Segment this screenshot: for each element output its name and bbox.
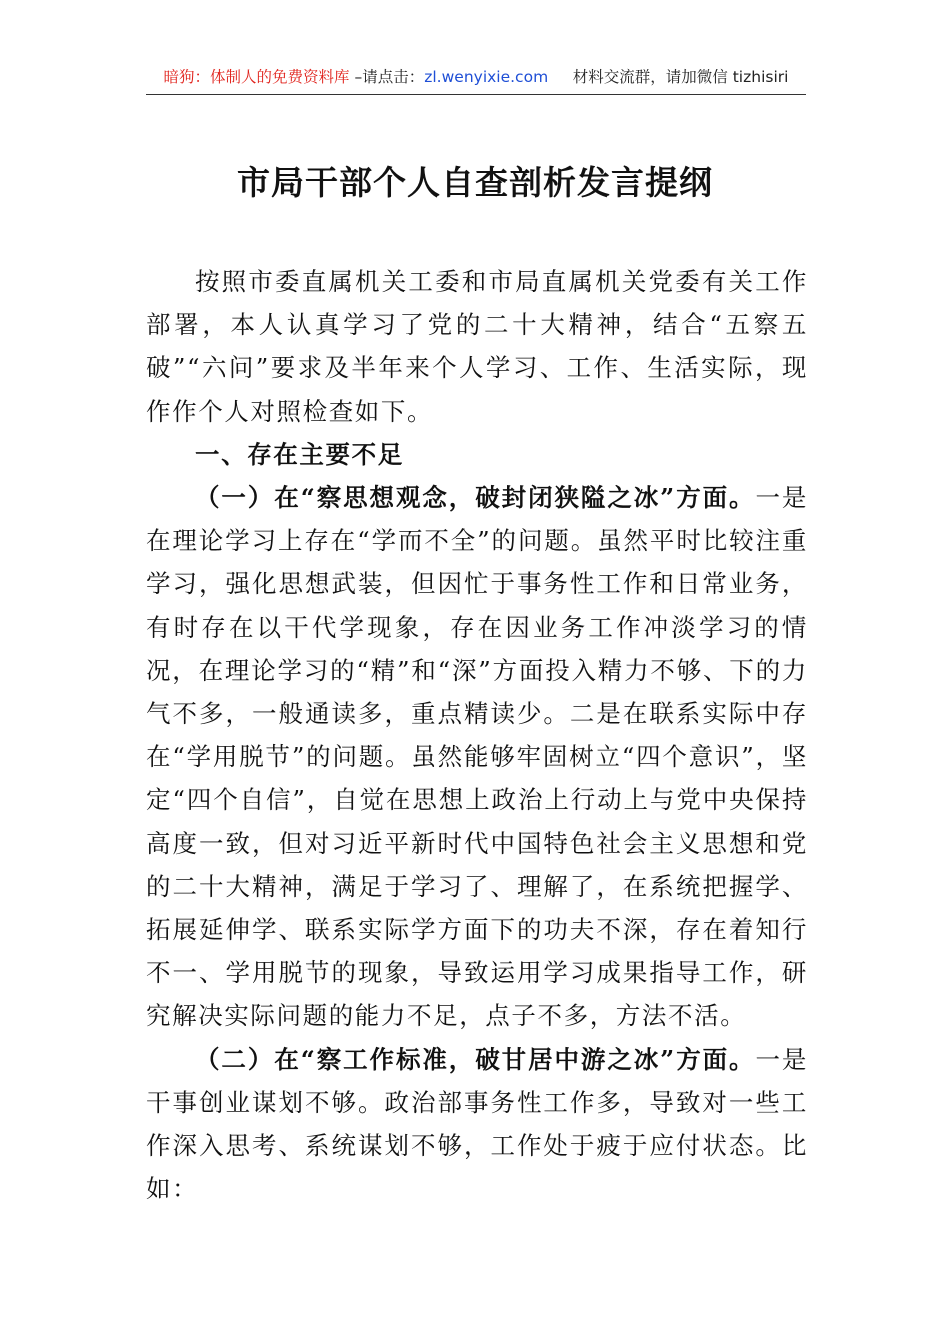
item-heading-1: （一）在“察思想观念，破封闭狭隘之冰”方面。 (195, 483, 756, 513)
document-body (146, 260, 808, 1210)
item-paragraph-1 (146, 476, 808, 1038)
header-url-link[interactable]: zl.wenyixie.com (424, 68, 549, 86)
item-body-1: 一是在理论学习上存在“学而不全”的问题。虽然平时比较注重学习，强化思想武装，但因忙于事务性工作和日常业务，有时存在以干代学现象，存在因业务工作冲淡学习的情况，在理论学习的“精”和“深”方面投入精力不够、下的力气不多，一般通读多，重点精读少。二是在联系实际中存在“学用脱节”的问题。虽然能够牢固树立“四个意识”，坚定“四个自信”，自觉在思想上政治上行动上与党中央保持高度一致，但对习近平新时代中国特色社会主义思想和党的二十大精神，满足于学习了、理解了，在系统把握学、拓展延伸学、联系实际学方面下的功夫不深，存在着知行不一、学用脱节的现象，导致运用学习成果指导工作，研究解决实际问题的能力不足，点子不多，方法不活。 (146, 483, 808, 1031)
section-heading: 一、存在主要不足 (195, 439, 404, 469)
item-paragraph-2 (146, 1038, 808, 1211)
document-title: 市局干部个人自查剖析发言提纲 (237, 163, 713, 202)
intro-paragraph: 按照市委直属机关工委和市局直属机关党委有关工作部署，本人认真学习了党的二十大精神，结合“五察五破”“六问”要求及半年来个人学习、工作、生活实际，现作作个人对照检查如下。 (146, 267, 808, 426)
item-body-2: 一是干事创业谋划不够。政治部事务性工作多，导致对一些工作深入思考、系统谋划不够，工作处于疲于应付状态。比如： (146, 1044, 808, 1204)
header-click-prompt: –请点击： (349, 68, 425, 86)
item-heading-2: （二）在“察工作标准，破甘居中游之冰”方面。 (195, 1044, 756, 1074)
header-site-name: 暗狗：体制人的免费资料库 (163, 68, 350, 86)
page-header (146, 66, 806, 95)
header-contact: 材料交流群，请加微信 tizhisiri (548, 68, 789, 86)
